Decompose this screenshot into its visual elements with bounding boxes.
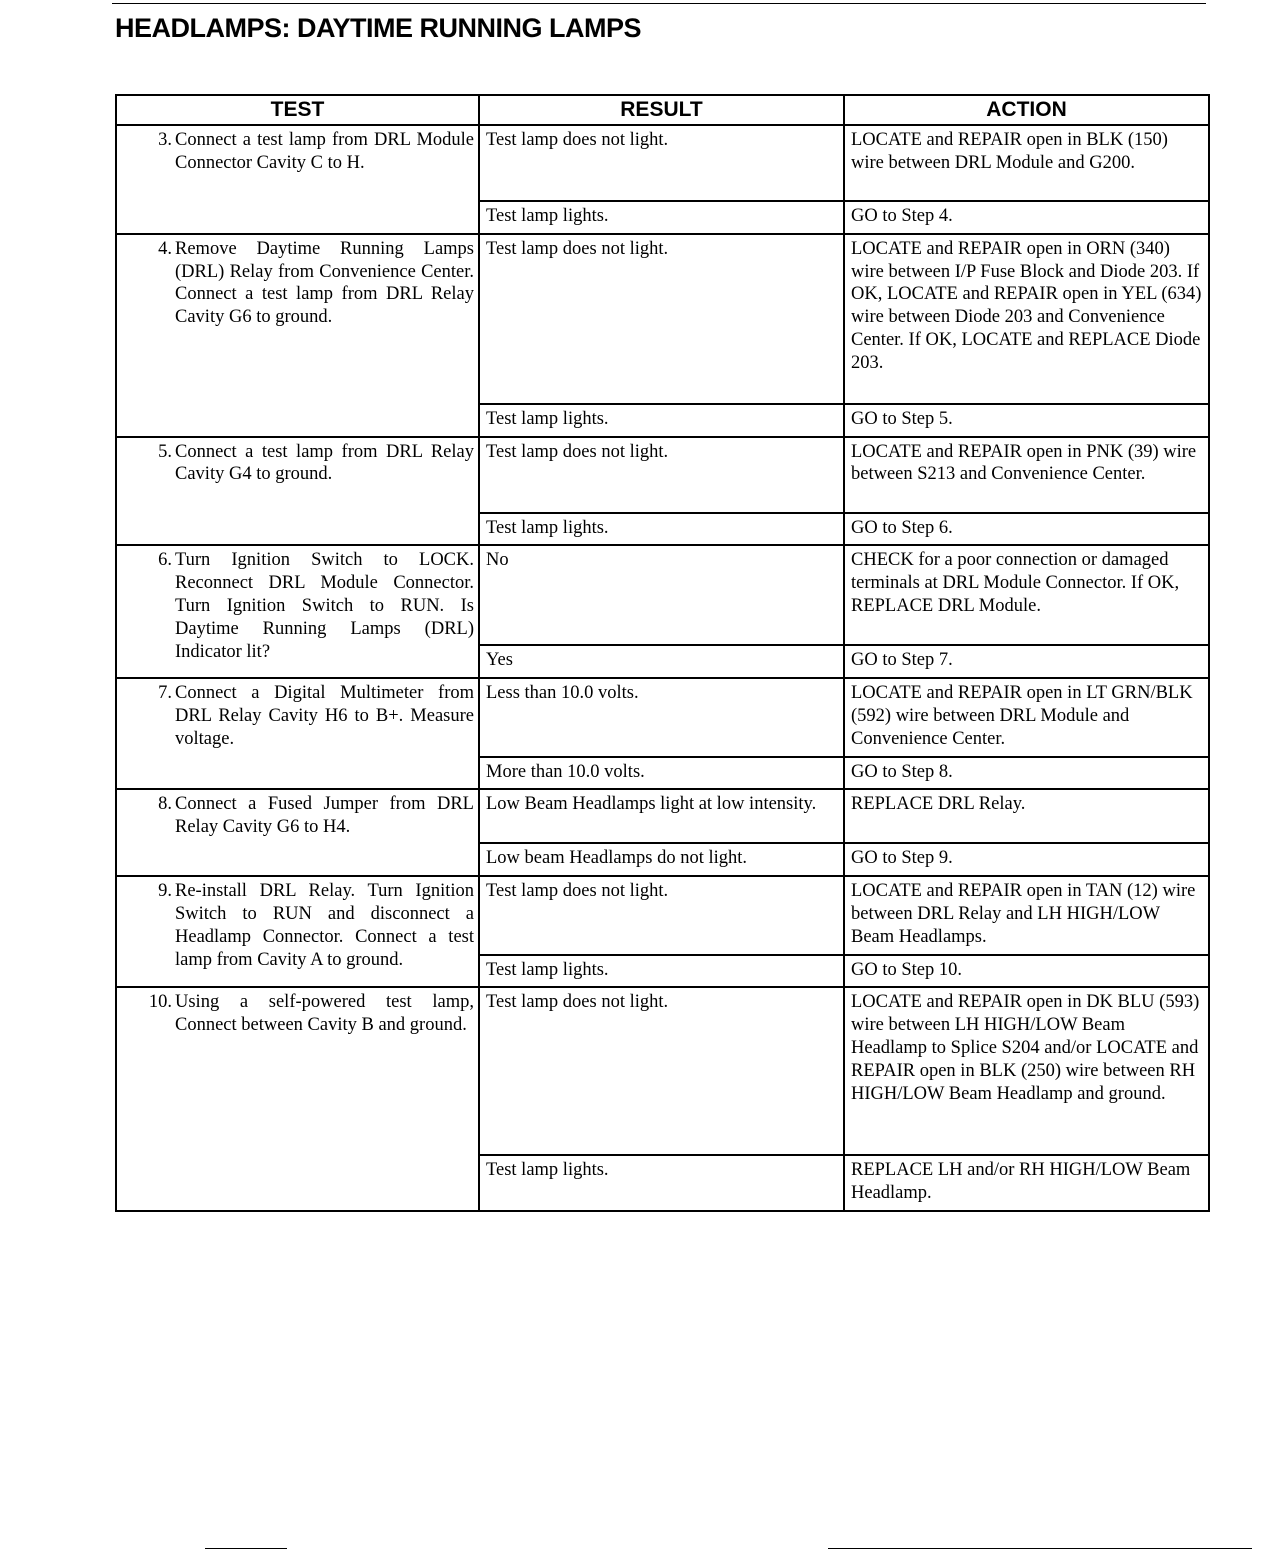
diagnostic-table: [115, 94, 1210, 1212]
footer-rule-left: [205, 1548, 287, 1549]
table-row: [116, 678, 1209, 756]
test-cell: [116, 876, 479, 987]
result-cell: Less than 10.0 volts.: [479, 678, 844, 756]
result-cell: More than 10.0 volts.: [479, 757, 844, 790]
step-test-text: Re-install DRL Relay. Turn Ignition Switch to RUN and disconnect a Headlamp Connector. Connect a test lamp from Cavity A to ground.: [175, 881, 474, 970]
result-cell: Test lamp lights.: [479, 201, 844, 234]
test-cell: [116, 789, 479, 876]
test-cell: [116, 678, 479, 789]
step-test-text: Connect a Digital Multimeter from DRL Relay Cavity H6 to B+. Measure voltage.: [175, 683, 474, 749]
action-cell: LOCATE and REPAIR open in DK BLU (593) wire between LH HIGH/LOW Beam Headlamp to Splice S204 and/or LOCATE and REPAIR open in BLK (250) wire between RH HIGH/LOW Beam Headlamp and ground.: [844, 987, 1209, 1155]
action-cell: LOCATE and REPAIR open in PNK (39) wire between S213 and Convenience Center.: [844, 437, 1209, 513]
test-cell: [116, 987, 479, 1211]
result-cell: Test lamp does not light.: [479, 234, 844, 404]
header-test: TEST: [116, 95, 479, 125]
action-cell: LOCATE and REPAIR open in LT GRN/BLK (592) wire between DRL Module and Convenience Center.: [844, 678, 1209, 756]
result-cell: Test lamp lights.: [479, 1155, 844, 1211]
result-cell: Yes: [479, 645, 844, 678]
step-test-text: Turn Ignition Switch to LOCK. Reconnect DRL Module Connector. Turn Ignition Switch to RUN. Is Daytime Running Lamps (DRL) Indicator lit?: [175, 550, 474, 662]
result-cell: Test lamp lights.: [479, 404, 844, 437]
header-action: ACTION: [844, 95, 1209, 125]
step-test-text: Using a self-powered test lamp, Connect between Cavity B and ground.: [175, 992, 474, 1036]
action-cell: GO to Step 9.: [844, 843, 1209, 876]
result-cell: Test lamp lights.: [479, 955, 844, 988]
page-title: HEADLAMPS: DAYTIME RUNNING LAMPS: [115, 13, 642, 43]
result-cell: Test lamp does not light.: [479, 125, 844, 201]
table-row: [116, 876, 1209, 954]
step-number: 3.: [158, 130, 172, 150]
table-row: [116, 234, 1209, 404]
result-cell: Low beam Headlamps do not light.: [479, 843, 844, 876]
table-row: [116, 125, 1209, 201]
step-number: 5.: [158, 441, 172, 462]
step-test-text: Remove Daytime Running Lamps (DRL) Relay from Convenience Center. Connect a test lamp from DRL Relay Cavity G6 to ground.: [175, 238, 474, 328]
step-number: 6.: [158, 550, 172, 571]
step-number: 7.: [158, 683, 172, 704]
footer-rule-right: [828, 1548, 1252, 1549]
action-cell: GO to Step 7.: [844, 645, 1209, 678]
header-row: [116, 95, 1209, 125]
step-number: 10.: [148, 992, 172, 1013]
table-row: [116, 987, 1209, 1155]
step-number: 9.: [158, 881, 172, 902]
action-cell: GO to Step 4.: [844, 201, 1209, 234]
table-row: [116, 789, 1209, 843]
result-cell: Test lamp does not light.: [479, 876, 844, 954]
step-test-text: Connect a test lamp from DRL Module Connector Cavity C to H.: [175, 130, 474, 173]
table-row: [116, 545, 1209, 645]
action-cell: GO to Step 5.: [844, 404, 1209, 437]
test-cell: [116, 545, 479, 678]
header-result: RESULT: [479, 95, 844, 125]
action-cell: GO to Step 6.: [844, 513, 1209, 546]
result-cell: Test lamp does not light.: [479, 987, 844, 1155]
test-cell: [116, 125, 479, 234]
action-cell: REPLACE DRL Relay.: [844, 789, 1209, 843]
action-cell: LOCATE and REPAIR open in ORN (340) wire between I/P Fuse Block and Diode 203. If OK, LOCATE and REPAIR open in YEL (634) wire between Diode 203 and Convenience Center. If OK, LOCATE and REPLACE Diode 203.: [844, 234, 1209, 404]
action-cell: GO to Step 10.: [844, 955, 1209, 988]
step-test-text: Connect a test lamp from DRL Relay Cavity G4 to ground.: [175, 441, 474, 485]
test-cell: [116, 437, 479, 546]
test-cell: [116, 234, 479, 437]
action-cell: REPLACE LH and/or RH HIGH/LOW Beam Headlamp.: [844, 1155, 1209, 1211]
top-rule: [112, 3, 1206, 4]
table-row: [116, 437, 1209, 513]
action-cell: GO to Step 8.: [844, 757, 1209, 790]
action-cell: CHECK for a poor connection or damaged terminals at DRL Module Connector. If OK, REPLACE DRL Module.: [844, 545, 1209, 645]
result-cell: No: [479, 545, 844, 645]
result-cell: Low Beam Headlamps light at low intensity.: [479, 789, 844, 843]
step-test-text: Connect a Fused Jumper from DRL Relay Cavity G6 to H4.: [175, 794, 474, 838]
step-number: 8.: [158, 794, 172, 815]
step-number: 4.: [158, 238, 172, 259]
action-cell: LOCATE and REPAIR open in BLK (150) wire between DRL Module and G200.: [844, 125, 1209, 201]
action-cell: LOCATE and REPAIR open in TAN (12) wire between DRL Relay and LH HIGH/LOW Beam Headlamps.: [844, 876, 1209, 954]
result-cell: Test lamp does not light.: [479, 437, 844, 513]
result-cell: Test lamp lights.: [479, 513, 844, 546]
